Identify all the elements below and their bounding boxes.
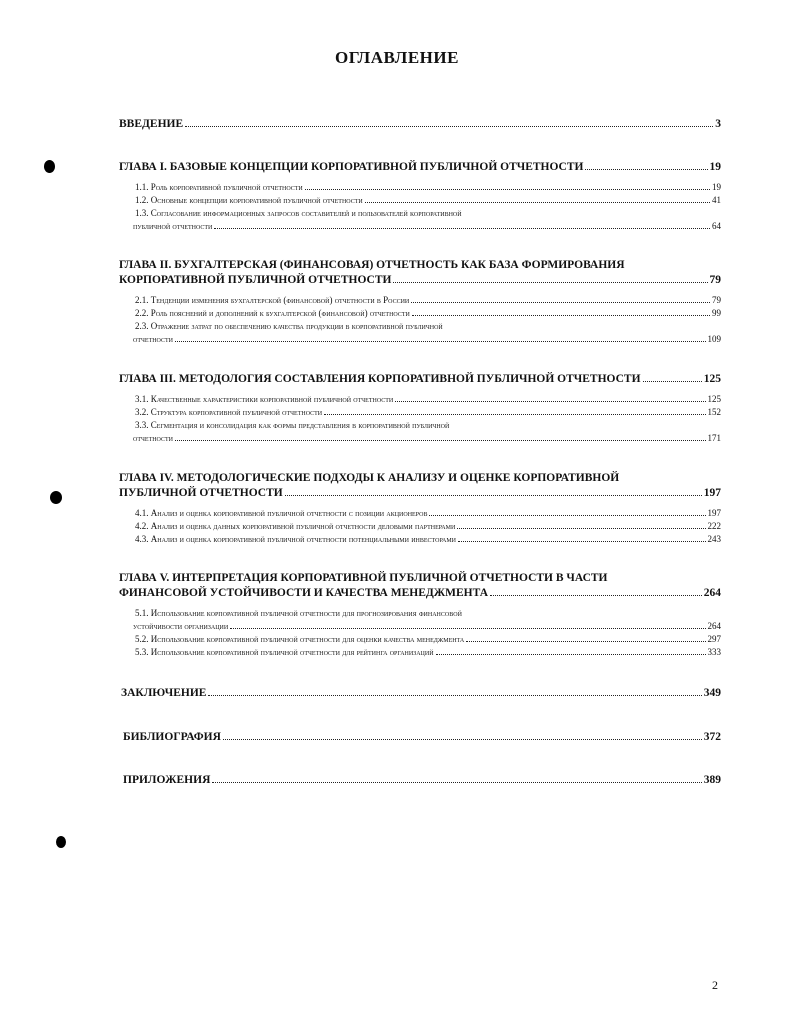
section-title: 5.2. Использование корпоративной публичной отчетности для оценки качества менеджмента [135,634,465,644]
toc-conclusion[interactable] [121,686,721,701]
toc-conclusion-label: ЗАКЛЮЧЕНИЕ [121,687,207,699]
section-page: 109 [707,334,721,344]
section-page: 41 [712,195,721,205]
toc-section[interactable] [135,633,721,646]
toc-section[interactable] [135,520,721,533]
chapter-title-cont: ФИНАНСОВОЙ УСТОЙЧИВОСТИ И КАЧЕСТВА МЕНЕДЖМЕНТА [119,587,489,599]
section-title-cont: устойчивости организации [133,621,229,631]
toc-intro[interactable] [119,117,721,132]
toc-chapter-5[interactable] [119,571,721,659]
scan-mark [56,836,66,848]
chapter-title: ГЛАВА IV. МЕТОДОЛОГИЧЕСКИЕ ПОДХОДЫ К АНАЛИЗУ И ОЦЕНКЕ КОРПОРАТИВНОЙ [119,472,620,484]
section-title: 3.3. Сегментация и консолидация как формы представления в корпоративной публичной [135,420,450,430]
section-page: 19 [712,182,721,192]
section-title: 1.3. Согласование информационных запросов составителей и пользователей корпоративной [135,208,462,218]
leader-dots [458,541,705,542]
chapter-page: 125 [703,373,721,385]
section-title: 1.1. Роль корпоративной публичной отчетности [135,182,303,192]
section-title-cont: отчетности [133,433,173,443]
section-page: 171 [707,433,721,443]
leader-dots [429,515,705,516]
leader-dots [411,302,710,303]
section-title: 4.3. Анализ и оценка корпоративной публичной отчетности потенциальными инвесторами [135,534,457,544]
toc-chapter-1[interactable] [119,160,721,233]
leader-dots [466,641,705,642]
toc-bibliography-label: БИБЛИОГРАФИЯ [123,731,221,743]
section-page: 297 [707,634,721,644]
section-page: 333 [707,647,721,657]
scan-mark [44,160,55,173]
leader-dots [208,695,701,696]
chapter-title-cont: ПУБЛИЧНОЙ ОТЧЕТНОСТИ [119,487,283,499]
chapter-title: ГЛАВА I. БАЗОВЫЕ КОНЦЕПЦИИ КОРПОРАТИВНОЙ ПУБЛИЧНОЙ ОТЧЕТНОСТИ [119,161,584,173]
section-page: 152 [707,407,721,417]
chapter-page: 19 [709,161,721,173]
toc-section[interactable] [135,646,721,659]
toc-section[interactable] [133,220,721,233]
leader-dots [175,440,706,441]
leader-dots [324,414,705,415]
section-page: 99 [712,308,721,318]
toc-bibliography[interactable] [123,730,721,745]
section-page: 264 [707,621,721,631]
chapter-title-cont: КОРПОРАТИВНОЙ ПУБЛИЧНОЙ ОТЧЕТНОСТИ [119,274,392,286]
toc-chapter-4[interactable] [119,471,721,546]
section-page: 125 [707,394,721,404]
toc-appendix-label: ПРИЛОЖЕНИЯ [123,774,211,786]
leader-dots [412,315,710,316]
toc-section[interactable] [135,507,721,520]
section-title: 4.1. Анализ и оценка корпоративной публичной отчетности с позиции акционеров [135,508,428,518]
chapter-title: ГЛАВА III. МЕТОДОЛОГИЯ СОСТАВЛЕНИЯ КОРПОРАТИВНОЙ ПУБЛИЧНОЙ ОТЧЕТНОСТИ [119,373,641,385]
leader-dots [457,528,705,529]
section-title: 3.2. Структура корпоративной публичной отчетности [135,407,323,417]
section-title: 2.2. Роль пояснений и дополнений к бухгалтерской (финансовой) отчетности [135,308,410,318]
leader-dots [285,495,702,496]
section-title-cont: публичной отчетности [133,221,213,231]
chapter-title: ГЛАВА V. ИНТЕРПРЕТАЦИЯ КОРПОРАТИВНОЙ ПУБЛИЧНОЙ ОТЧЕТНОСТИ В ЧАСТИ [119,572,608,584]
section-title: 4.2. Анализ и оценка данных корпоративной публичной отчетности деловыми партнерами [135,521,456,531]
toc-section[interactable] [135,181,721,194]
section-page: 197 [707,508,721,518]
section-title-cont: отчетности [133,334,173,344]
toc-section[interactable] [133,620,721,633]
leader-dots [230,628,705,629]
toc-intro-page: 3 [715,118,721,130]
chapter-page: 197 [703,487,721,499]
toc-section[interactable] [133,432,721,445]
chapter-page: 264 [703,587,721,599]
section-title: 5.3. Использование корпоративной публичной отчетности для рейтинга организаций [135,647,434,657]
section-title: 2.1. Тенденции изменения бухгалтерской (финансовой) отчетности в России [135,295,410,305]
toc-bibliography-page: 372 [703,731,721,743]
leader-dots [490,595,702,596]
toc-intro-label: ВВЕДЕНИЕ [119,118,184,130]
leader-dots [185,126,713,127]
leader-dots [643,381,702,382]
leader-dots [212,782,701,783]
chapter-page: 79 [709,274,721,286]
section-title: 1.2. Основные концепции корпоративной публичной отчетности [135,195,363,205]
section-title: 2.3. Отражение затрат по обеспечению качества продукции в корпоративной публичной [135,321,443,331]
scan-mark [50,491,62,504]
leader-dots [585,169,707,170]
toc-chapter-2[interactable] [119,258,721,346]
toc-section[interactable] [135,393,721,406]
toc-appendix[interactable] [123,773,721,788]
leader-dots [223,739,702,740]
toc-appendix-page: 389 [703,774,721,786]
leader-dots [365,202,710,203]
toc-section[interactable] [135,406,721,419]
toc-section[interactable] [133,333,721,346]
section-page: 243 [707,534,721,544]
toc-section[interactable] [135,307,721,320]
toc-section[interactable] [135,533,721,546]
leader-dots [175,341,706,342]
leader-dots [436,654,706,655]
section-page: 64 [712,221,721,231]
toc-conclusion-page: 349 [703,687,721,699]
page-title: ОГЛАВЛЕНИЕ [335,48,459,67]
leader-dots [214,228,710,229]
toc-chapter-3[interactable] [119,372,721,445]
toc-section[interactable] [135,194,721,207]
section-page: 79 [712,295,721,305]
leader-dots [395,401,705,402]
section-title: 3.1. Качественные характеристики корпоративной публичной отчетности [135,394,394,404]
toc-section[interactable] [135,294,721,307]
page-number: 2 [712,978,718,992]
section-title: 5.1. Использование корпоративной публичной отчетности для прогнозирования финансовой [135,608,462,618]
section-page: 222 [707,521,721,531]
chapter-title: ГЛАВА II. БУХГАЛТЕРСКАЯ (ФИНАНСОВАЯ) ОТЧЕТНОСТЬ КАК БАЗА ФОРМИРОВАНИЯ [119,259,625,271]
leader-dots [393,282,707,283]
leader-dots [305,189,710,190]
